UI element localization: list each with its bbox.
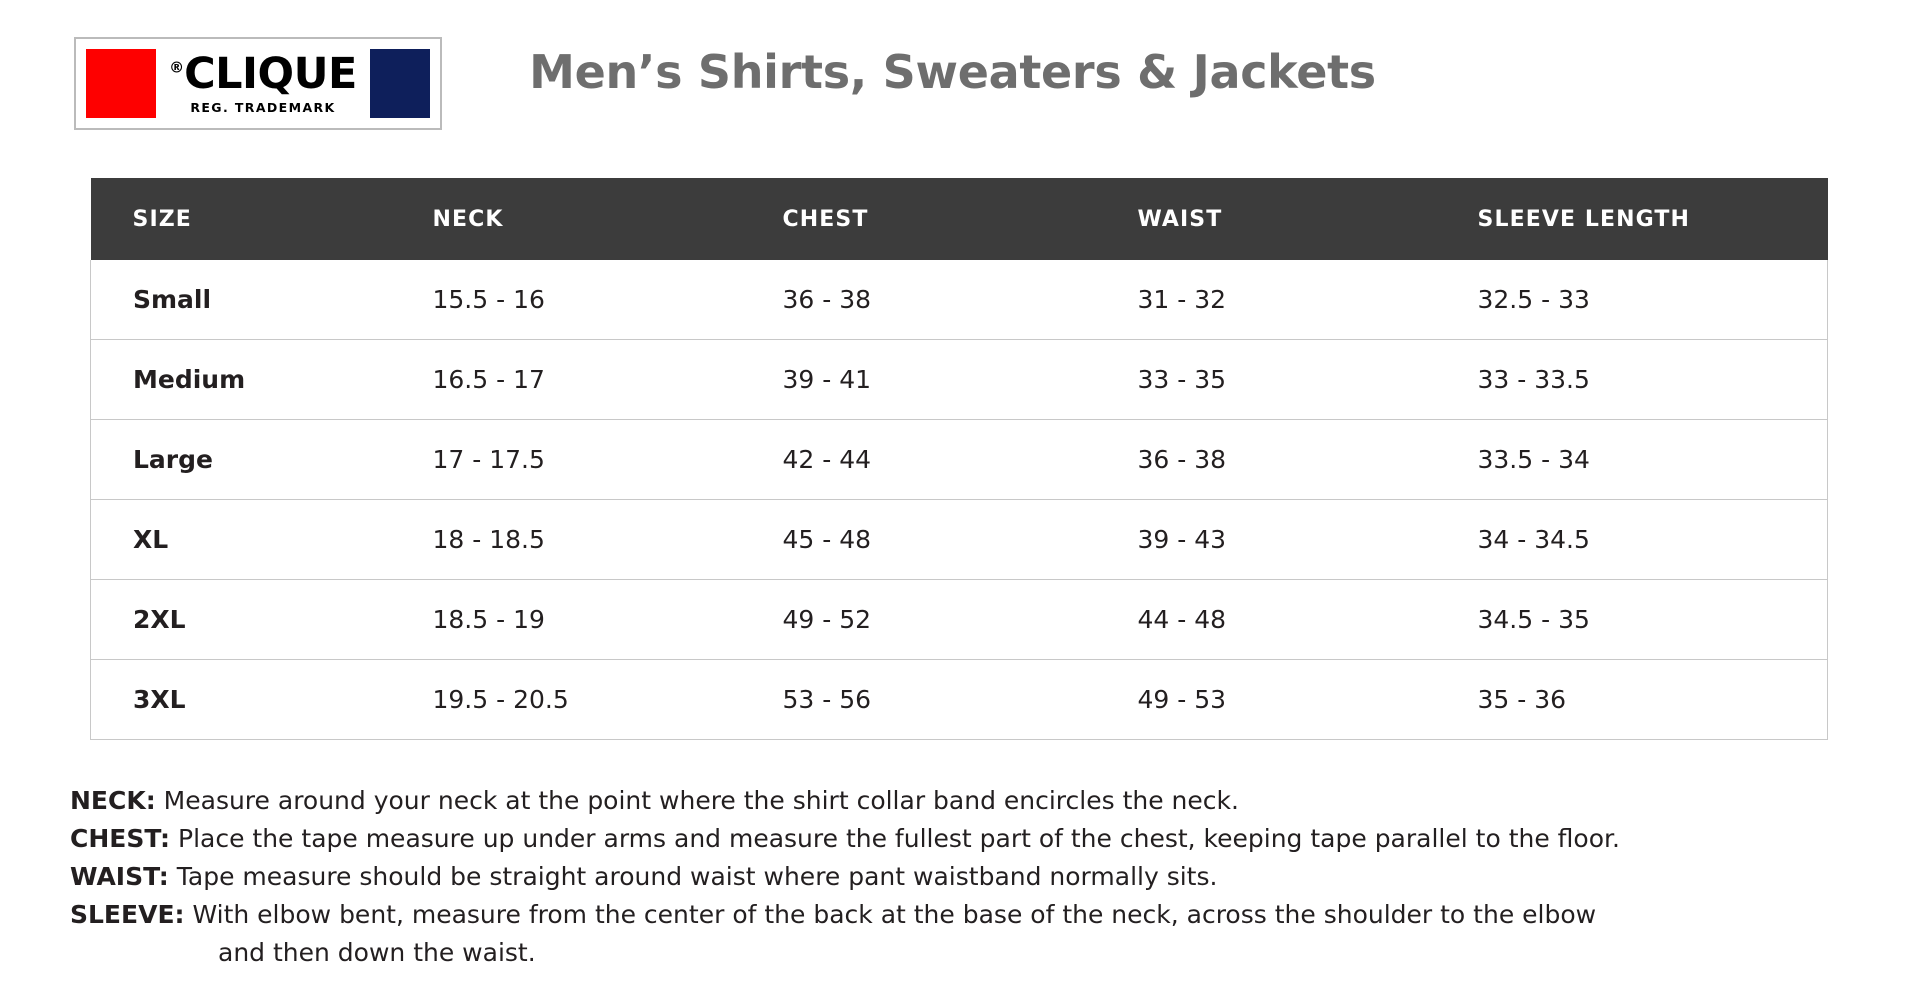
logo-wordmark-text: CLIQUE <box>184 48 357 99</box>
instruction-text-sleeve: With elbow bent, measure from the center of the back at the base of the neck, across the shoulder to the elbow <box>192 900 1597 929</box>
cell-chest: 45 - 48 <box>741 500 1096 580</box>
column-header-sleeve-length: SLEEVE LENGTH <box>1436 178 1828 260</box>
cell-sleeve-length: 32.5 - 33 <box>1436 260 1828 340</box>
cell-neck: 18.5 - 19 <box>391 580 741 660</box>
cell-size: Large <box>91 420 391 500</box>
column-header-chest: CHEST <box>741 178 1096 260</box>
cell-chest: 39 - 41 <box>741 340 1096 420</box>
instruction-neck <box>70 782 1880 820</box>
measurement-instructions <box>70 782 1880 972</box>
instruction-text-sleeve-continued: and then down the waist. <box>218 938 536 967</box>
cell-waist: 49 - 53 <box>1096 660 1436 740</box>
cell-neck: 17 - 17.5 <box>391 420 741 500</box>
instruction-label-waist: WAIST: <box>70 862 169 891</box>
cell-waist: 33 - 35 <box>1096 340 1436 420</box>
cell-size: XL <box>91 500 391 580</box>
instruction-text-neck: Measure around your neck at the point where the shirt collar band encircles the neck. <box>163 786 1239 815</box>
cell-sleeve-length: 34 - 34.5 <box>1436 500 1828 580</box>
cell-waist: 44 - 48 <box>1096 580 1436 660</box>
cell-sleeve-length: 33 - 33.5 <box>1436 340 1828 420</box>
instruction-waist <box>70 858 1880 896</box>
column-header-waist: WAIST <box>1096 178 1436 260</box>
cell-chest: 49 - 52 <box>741 580 1096 660</box>
instruction-label-chest: CHEST: <box>70 824 171 853</box>
instruction-text-waist: Tape measure should be straight around waist where pant waistband normally sits. <box>176 862 1218 891</box>
instruction-text-chest: Place the tape measure up under arms and measure the fullest part of the chest, keeping tape parallel to the floor. <box>178 824 1620 853</box>
table-header <box>91 178 1828 260</box>
cell-sleeve-length: 33.5 - 34 <box>1436 420 1828 500</box>
logo-subtitle: REG. TRADEMARK <box>190 99 336 115</box>
instruction-sleeve <box>70 896 1880 972</box>
page-title: Men’s Shirts, Sweaters & Jackets <box>529 45 1376 99</box>
cell-size: 2XL <box>91 580 391 660</box>
cell-sleeve-length: 34.5 - 35 <box>1436 580 1828 660</box>
cell-waist: 31 - 32 <box>1096 260 1436 340</box>
instruction-chest <box>70 820 1880 858</box>
cell-chest: 53 - 56 <box>741 660 1096 740</box>
cell-size: Small <box>91 260 391 340</box>
cell-neck: 18 - 18.5 <box>391 500 741 580</box>
table-body <box>91 260 1828 740</box>
instruction-label-sleeve: SLEEVE: <box>70 900 185 929</box>
size-chart-table-wrapper <box>90 178 1827 740</box>
table-row <box>91 260 1828 340</box>
table-row <box>91 580 1828 660</box>
cell-waist: 39 - 43 <box>1096 500 1436 580</box>
table-header-row <box>91 178 1828 260</box>
column-header-size: SIZE <box>91 178 391 260</box>
table-row <box>91 420 1828 500</box>
cell-neck: 16.5 - 17 <box>391 340 741 420</box>
table-row <box>91 500 1828 580</box>
column-header-neck: NECK <box>391 178 741 260</box>
size-chart-table <box>90 178 1828 740</box>
cell-chest: 42 - 44 <box>741 420 1096 500</box>
cell-neck: 19.5 - 20.5 <box>391 660 741 740</box>
cell-chest: 36 - 38 <box>741 260 1096 340</box>
cell-neck: 15.5 - 16 <box>391 260 741 340</box>
table-row <box>91 660 1828 740</box>
cell-waist: 36 - 38 <box>1096 420 1436 500</box>
cell-size: Medium <box>91 340 391 420</box>
instruction-label-neck: NECK: <box>70 786 156 815</box>
cell-sleeve-length: 35 - 36 <box>1436 660 1828 740</box>
table-row <box>91 340 1828 420</box>
page-header <box>0 0 1905 150</box>
cell-size: 3XL <box>91 660 391 740</box>
registered-trademark-icon: ® <box>169 58 185 77</box>
